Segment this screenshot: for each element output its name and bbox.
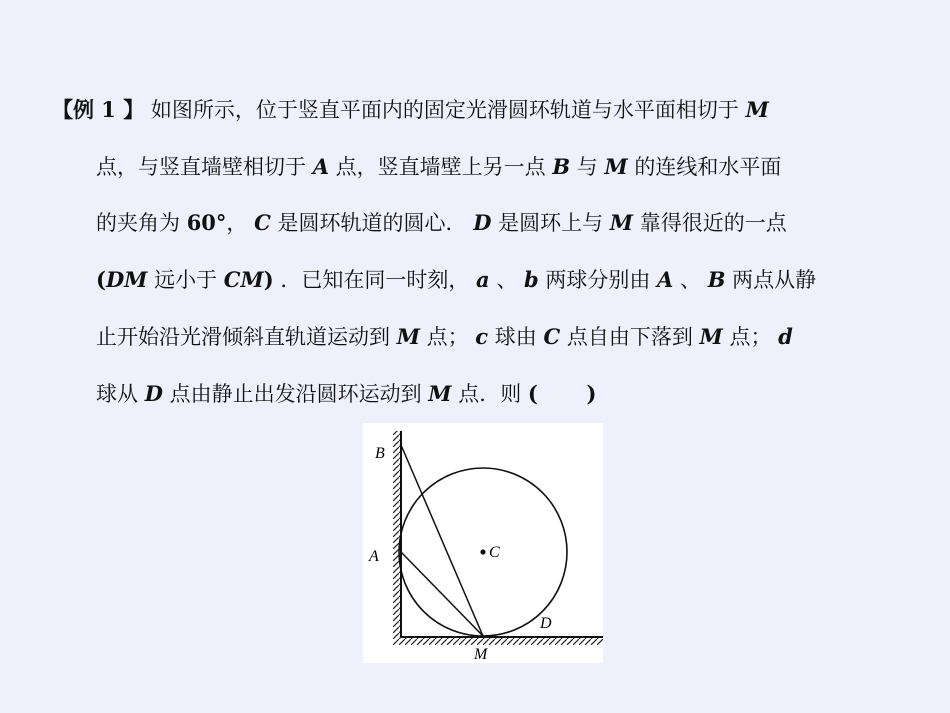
var-B: B (707, 267, 726, 292)
text: 点由静止出发沿圆环运动到 (162, 382, 429, 406)
var-d: d (778, 324, 793, 349)
text: 是圆环轨道的圆心． (270, 211, 474, 235)
problem-line-5 (96, 322, 793, 352)
answer-blank (538, 382, 587, 406)
text: 点，竖直墙壁上另一点 (328, 155, 553, 179)
var-M: M (604, 154, 628, 179)
track-BM (401, 445, 483, 636)
figure-svg (363, 423, 603, 663)
text: 的连线和水平面 (627, 155, 782, 179)
text: 靠得很近的一点 (633, 211, 787, 235)
problem-line-3 (96, 208, 787, 238)
paren-close: ) (263, 267, 274, 292)
label-B: B (375, 445, 385, 462)
text: 点自由下落到 (560, 325, 700, 349)
var-A: A (312, 154, 329, 179)
track-AM (401, 552, 483, 636)
angle-value: 60° (186, 210, 227, 235)
text: 两点从静 (725, 268, 817, 292)
answer-paren-open: ( (527, 381, 538, 406)
paren-open: ( (96, 267, 106, 292)
var-D: D (144, 381, 163, 406)
text: 、 (489, 268, 524, 292)
var-a: a (476, 267, 490, 292)
label-D: D (540, 615, 552, 632)
var-DM: DM (105, 267, 148, 292)
var-c: c (475, 324, 489, 349)
text: 的夹角为 (96, 211, 187, 235)
text: 是圆环上与 (491, 211, 610, 235)
label-A: A (369, 548, 379, 565)
label-M: M (474, 646, 488, 663)
text: 、 (673, 268, 708, 292)
text: 点．则 (451, 382, 528, 406)
var-B: B (552, 154, 571, 179)
problem-line-6 (96, 379, 596, 409)
ground-hatch (393, 637, 603, 645)
text: 如图所示，位于竖直平面内的固定光滑圆环轨道与水平面相切于 (150, 98, 746, 122)
text: 点，与竖直墙壁相切于 (96, 155, 313, 179)
center-point (480, 549, 485, 554)
var-CM: CM (223, 267, 264, 292)
problem-line-1 (52, 95, 769, 125)
wall-hatch (393, 431, 401, 637)
answer-paren-close: ) (586, 381, 597, 406)
text: 止开始沿光滑倾斜直轨道运动到 (96, 325, 397, 349)
var-M: M (396, 324, 420, 349)
var-C: C (543, 324, 561, 349)
text: 与 (570, 155, 605, 179)
problem-line-4 (96, 265, 816, 295)
var-b: b (524, 267, 539, 292)
example-label: 【例 1 】 (52, 97, 145, 122)
var-M: M (609, 210, 634, 235)
text: 球由 (488, 325, 544, 349)
text: 点； (722, 325, 779, 349)
text: ， (226, 211, 255, 235)
text: 点； (419, 325, 476, 349)
label-C: C (489, 544, 500, 561)
var-M: M (699, 324, 723, 349)
geometry-figure (363, 423, 603, 663)
var-D: D (473, 210, 492, 235)
text: 远小于 (147, 268, 224, 292)
var-M: M (428, 381, 452, 406)
var-C: C (254, 210, 271, 235)
var-M: M (745, 97, 769, 122)
problem-line-2 (96, 152, 781, 182)
text: 球从 (96, 382, 145, 406)
text: 两球分别由 (538, 268, 658, 292)
var-A: A (657, 267, 674, 292)
text: ．已知在同一时刻， (273, 268, 477, 292)
